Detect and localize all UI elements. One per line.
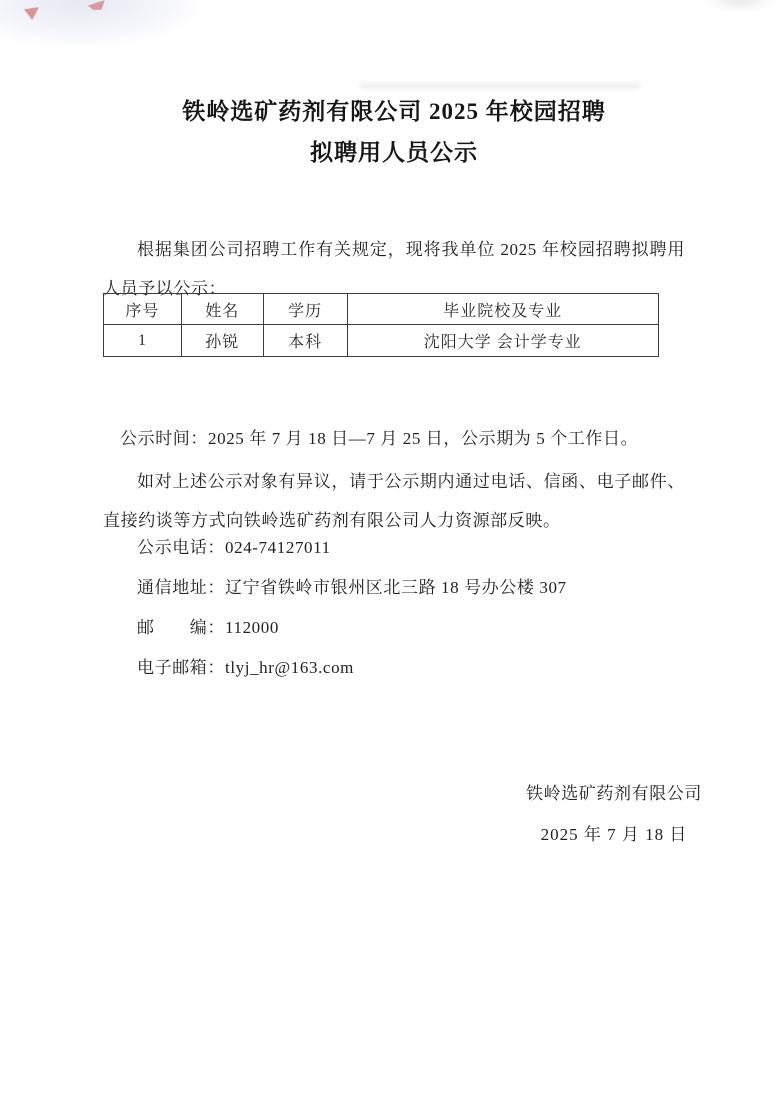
cell-school-major: 沈阳大学 会计学专业: [347, 325, 658, 357]
contact-phone-line: 公示电话：024-74127011: [137, 538, 331, 557]
contact-info-list: [103, 528, 685, 688]
page-title: [103, 91, 685, 173]
publicity-period-paragraph: 公示时间：2025 年 7 月 18 日—7 月 25 日，公示期为 5 个工作日。: [120, 429, 639, 448]
cell-name: 孙锐: [181, 325, 263, 357]
document-content: [103, 0, 702, 1101]
table-header-row: [104, 294, 659, 325]
table-row: [104, 325, 659, 357]
cell-education: 本科: [263, 325, 347, 357]
contact-postcode-line: 邮 编：112000: [137, 618, 279, 637]
contact-address-line: 通信地址：辽宁省铁岭市银州区北三路 18 号办公楼 307: [137, 578, 567, 597]
cell-serial: 1: [104, 325, 182, 357]
signature-date: 2025 年 7 月 18 日: [540, 825, 688, 844]
objection-paragraph: 如对上述公示对象有异议，请于公示期内通过电话、信函、电子邮件、直接约谈等方式向铁岭选矿药剂有限公司人力资源部反映。: [103, 472, 685, 530]
signature-block: [518, 773, 710, 855]
column-header-education: 学历: [263, 294, 347, 325]
page-title-line1: 铁岭选矿药剂有限公司 2025 年校园招聘: [182, 99, 606, 124]
scan-smudge-artifact: [705, 0, 775, 12]
column-header-name: 姓名: [181, 294, 263, 325]
red-ink-speck: [24, 7, 39, 20]
signature-company: 铁岭选矿药剂有限公司: [526, 784, 702, 803]
proposed-hires-table: [103, 293, 659, 357]
page-title-line2: 拟聘用人员公示: [310, 140, 478, 165]
contact-email-line: 电子邮箱：tlyj_hr@163.com: [137, 658, 355, 677]
column-header-school-major: 毕业院校及专业: [347, 294, 658, 325]
column-header-serial: 序号: [104, 294, 182, 325]
intro-paragraph: 根据集团公司招聘工作有关规定，现将我单位 2025 年校园招聘拟聘用人员予以公示：: [103, 240, 685, 298]
